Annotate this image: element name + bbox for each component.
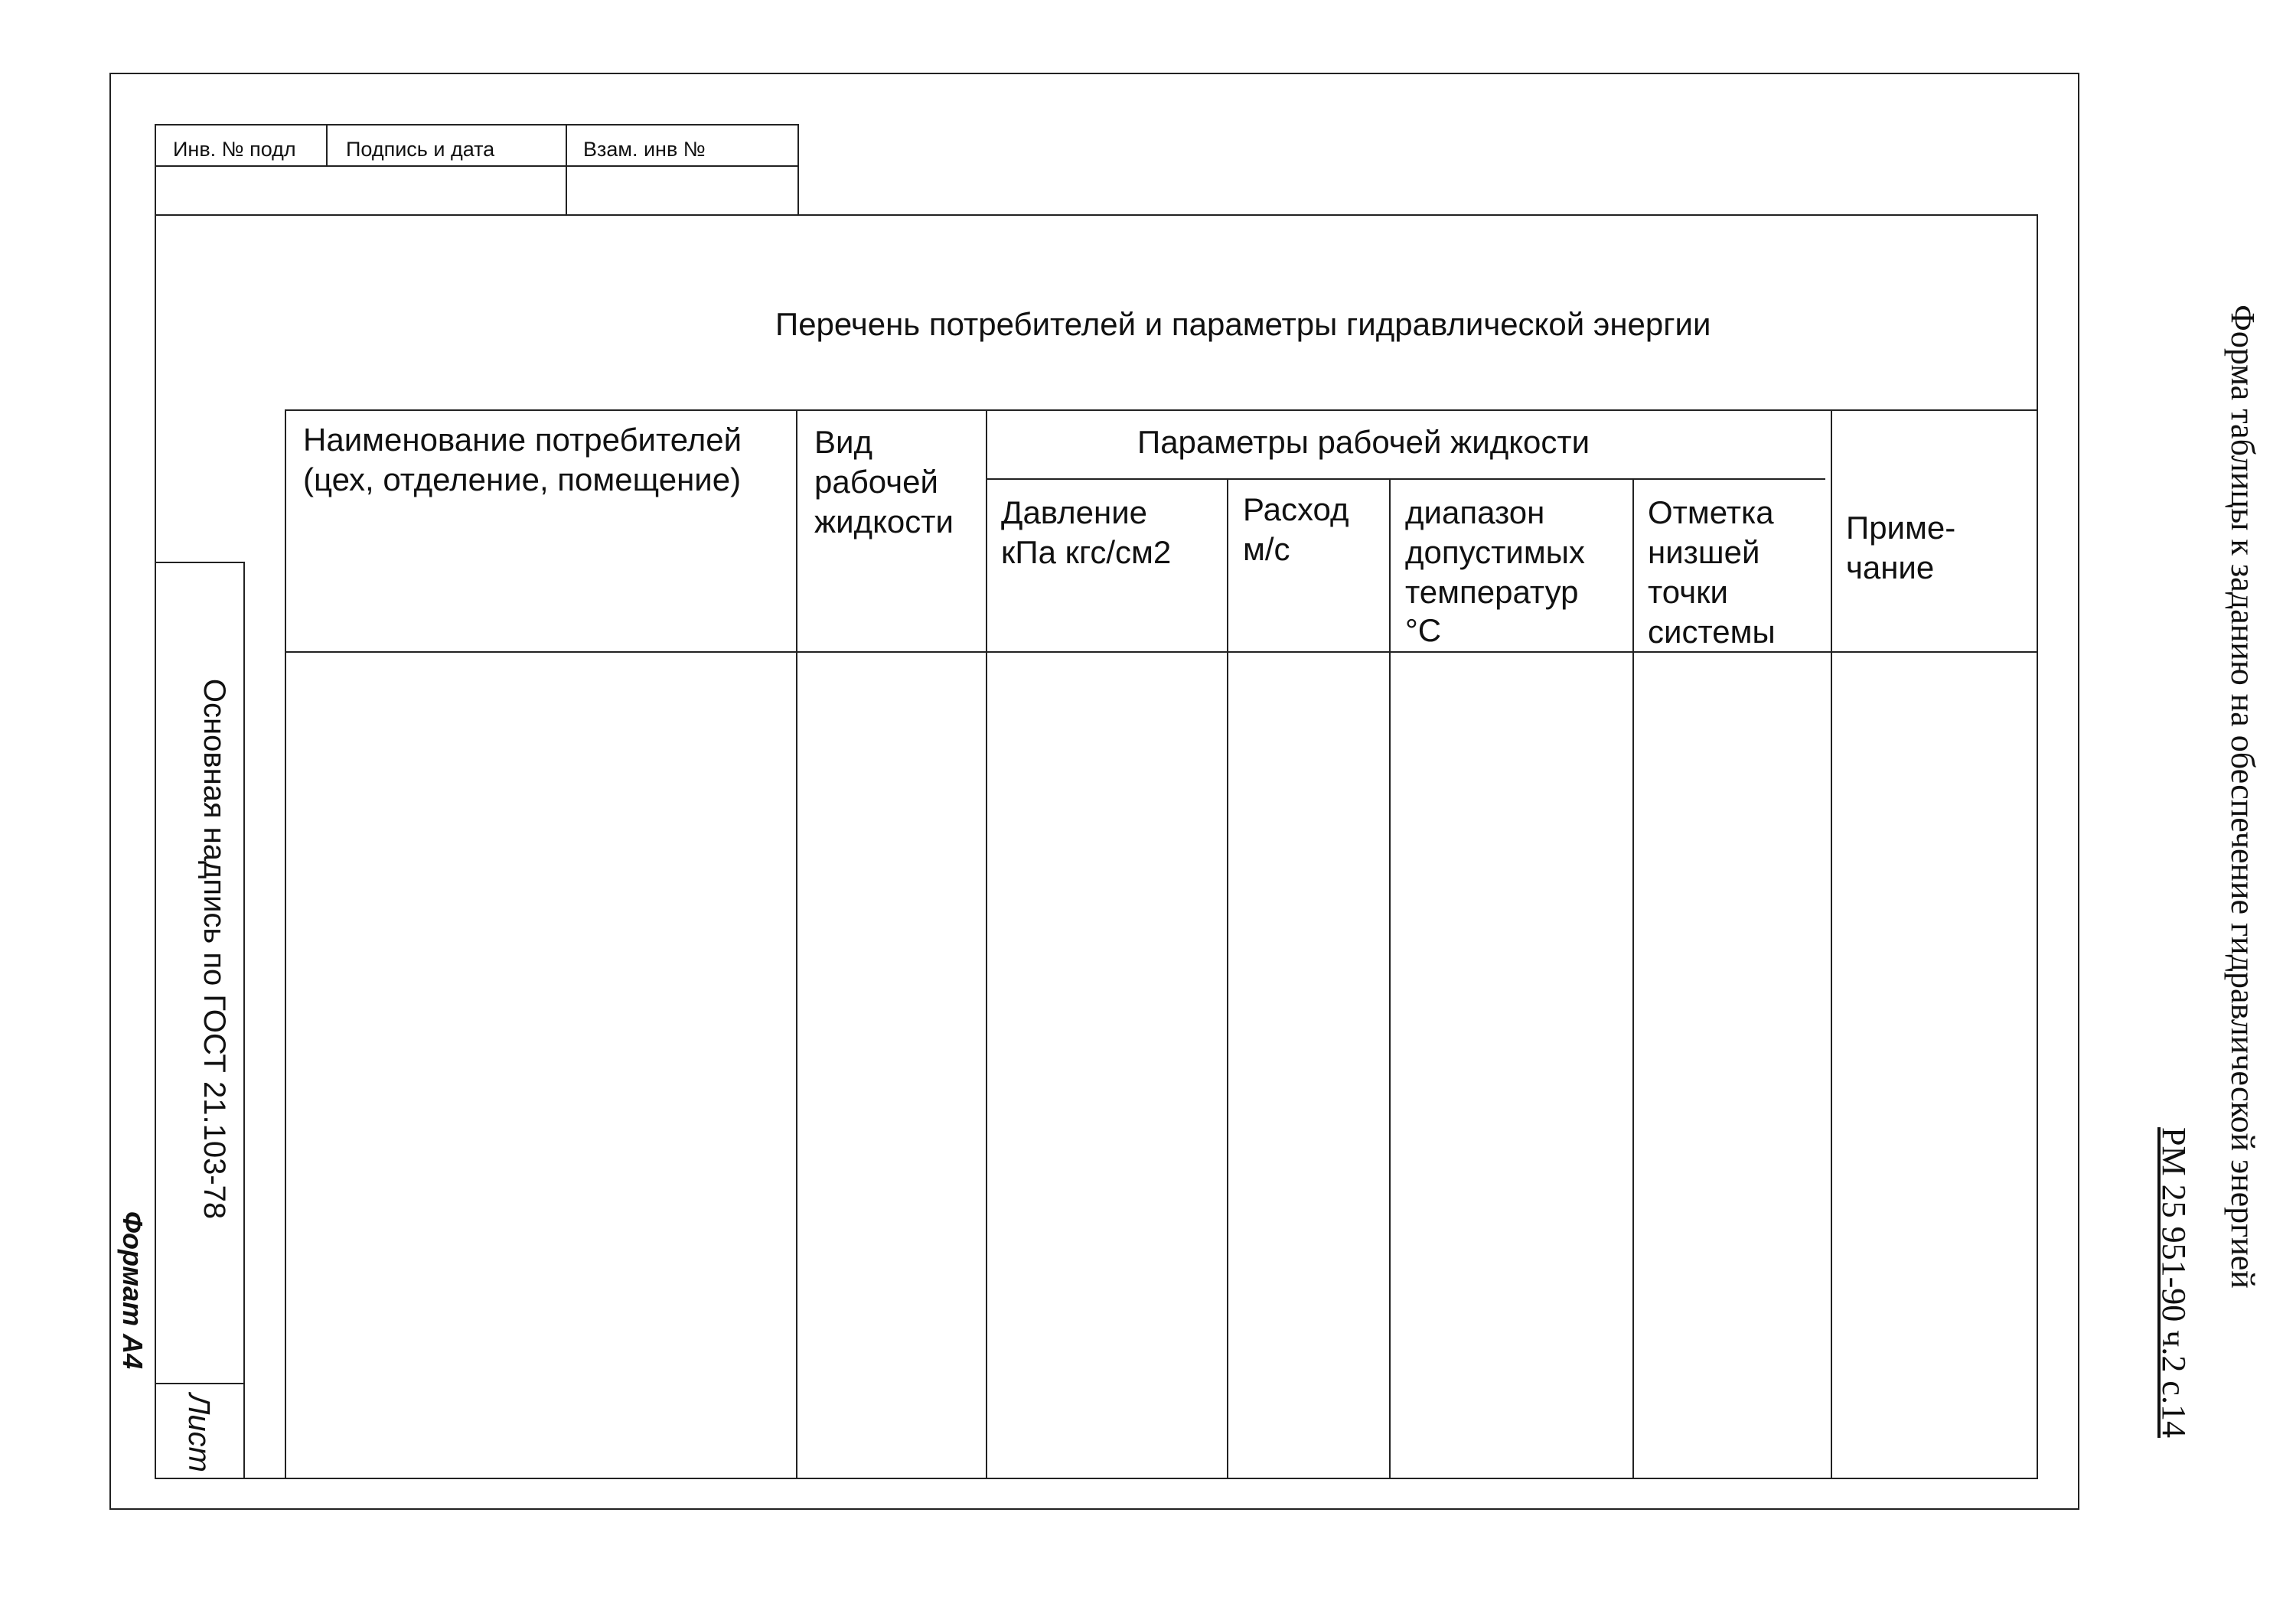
left-strip-right — [243, 562, 245, 1479]
col-sep-3 — [1227, 478, 1228, 1479]
stamp-sep-1 — [326, 124, 328, 167]
document-code: РМ 25 951-90 ч.2 с.14 — [2155, 1127, 2193, 1438]
stamp-sep-2 — [566, 124, 567, 216]
left-strip-top — [155, 562, 244, 563]
stamp-replace-label: Взам. инв № — [583, 138, 706, 161]
col-sep-4 — [1389, 478, 1391, 1479]
left-strip-sheet-divider — [155, 1383, 244, 1384]
main-inscription-label: Основная надпись по ГОСТ 21.103-78 — [197, 678, 231, 1220]
col-sep-5 — [1632, 478, 1634, 1479]
format-label: Формат А4 — [117, 1211, 148, 1370]
header-lowest-mark-line4: системы — [1648, 614, 1776, 650]
header-lowest-mark-line3: точки — [1648, 574, 1728, 610]
header-consumer-name-line1: Наименование потребителей — [303, 422, 742, 458]
header-flow-line1: Расход — [1243, 491, 1349, 527]
stamp-sign-label: Подпись и дата — [346, 138, 495, 161]
sheet-label: Лист — [182, 1393, 216, 1472]
header-consumer-name-line2: (цех, отделение, помещение) — [303, 461, 742, 497]
header-fluid-parameters: Параметры рабочей жидкости — [1137, 424, 1590, 460]
col-sep-6 — [1831, 409, 1832, 1479]
stamp-divider — [155, 165, 799, 167]
header-temperature-line3: температур — [1405, 574, 1579, 610]
col-sep-1 — [796, 409, 797, 1479]
header-flow-line2: м/с — [1243, 531, 1290, 567]
header-fluid-type-line3: жидкости — [814, 504, 954, 539]
params-subheader-line — [986, 478, 1825, 480]
table-title: Перечень потребителей и параметры гидравлической энергии — [775, 306, 1711, 342]
header-lowest-mark-line1: Отметка — [1648, 494, 1774, 530]
header-pressure-line2: кПа кгс/см2 — [1001, 534, 1172, 570]
header-note-line2: чание — [1846, 549, 1935, 585]
header-fluid-type-line2: рабочей — [814, 464, 938, 500]
stamp-inv-label: Инв. № подл — [173, 138, 296, 161]
header-temperature-line4: °С — [1405, 612, 1442, 648]
col-sep-2 — [986, 409, 987, 1479]
header-temperature-line2: допустимых — [1405, 534, 1585, 570]
header-note-line1: Приме- — [1846, 510, 1956, 546]
header-pressure-line1: Давление — [1001, 494, 1148, 530]
header-temperature-line1: диапазон — [1405, 494, 1545, 530]
header-fluid-type-line1: Вид — [814, 424, 872, 460]
side-form-title: Форма таблицы к заданию на обеспечение гидравлической энергией — [2224, 305, 2262, 1289]
header-lowest-mark-line2: низшей — [1648, 534, 1760, 570]
